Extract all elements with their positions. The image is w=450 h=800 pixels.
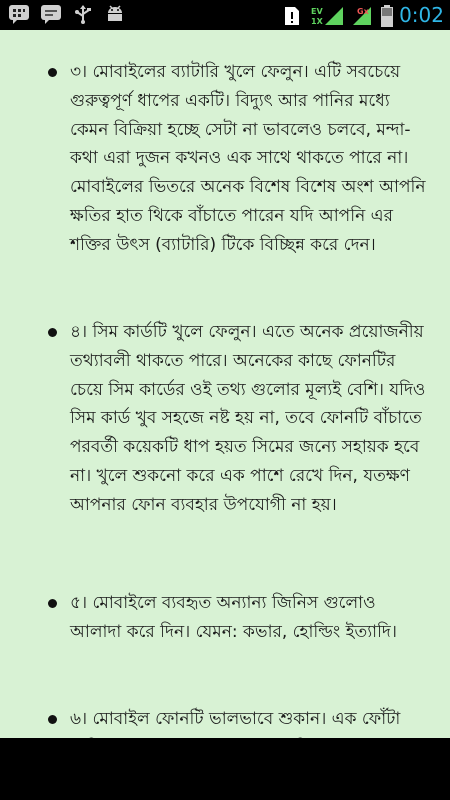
signal-icon <box>311 5 345 25</box>
list-item-text: ৬। মোবাইল ফোনটি ভালভাবে শুকান। এক ফোঁটা <box>70 709 401 729</box>
status-bar <box>0 0 450 30</box>
bullet-icon <box>48 599 57 608</box>
list-item-text: ৩। মোবাইলের ব্যাটারি খুলে ফেলুন। এটি সবচেয়ে গুরুত্বপূর্ণ ধাপের একটি। বিদ্যুৎ আর পানির মধ্যে কেমন বিক্রিয়া হচ্ছে সেটা না ভাবলেও চলবে, মন্দা-কথা এরা দুজন কখনও এক সাথে থাকতে পারে না। মোবাইলের ভিতরে অনেক বিশেষ বিশেষ অংশ আপনি ক্ষতির হাত থিকে বাঁচাতে পারেন যদি আপনি এর শক্তির উৎস (ব্যাটারি) টিকে বিচ্ছিন্ন করে দেন। <box>70 62 426 255</box>
sim-alert-icon <box>283 5 305 25</box>
network-type-line1: EV <box>311 7 323 16</box>
bullet-icon <box>48 328 57 337</box>
android-icon <box>104 4 126 24</box>
chat-icon <box>40 4 62 24</box>
bullet-icon <box>48 715 57 724</box>
list-item-text: ৪। সিম কার্ডটি খুলে ফেলুন। এতে অনেক প্রয়োজনীয় তথ্যাবলী থাকতে পারে। অনেকের কাছে ফোনটির চেয়ে সিম কার্ডের ওই তথ্য গুলোর মূল্যই বেশি। যদিও সিম কার্ড খুব সহজে নষ্ট হয় না, তবে ফোনটি বাঁচাতে পরবর্তী কয়েকটি ধাপ হয়ত সিমের জন্যে সহায়ক হবে না। খুলে শুকনো করে এক পাশে রেখে দিন, যতক্ষণ আপনার ফোন ব্যবহার উপযোগী না হয়। <box>70 322 426 515</box>
notification-icons <box>8 4 126 24</box>
signal-x-icon <box>351 5 375 25</box>
usb-icon <box>72 4 94 24</box>
bullet-icon <box>48 68 57 77</box>
status-clock: 0:02 <box>399 3 444 27</box>
bbm-icon <box>8 4 30 24</box>
svg-text:Gx: Gx <box>357 7 369 16</box>
bottom-bar <box>0 738 450 800</box>
article-content[interactable] <box>0 30 450 738</box>
system-icons <box>283 2 444 28</box>
list-item-text: ৫। মোবাইলে ব্যবহৃত অন্যান্য জিনিস গুলোও আলাদা করে দিন। যেমন: কভার, হোল্ডিং ইত্যাদি। <box>70 593 397 642</box>
battery-icon <box>381 5 393 25</box>
network-type-line2: 1X <box>311 17 323 26</box>
